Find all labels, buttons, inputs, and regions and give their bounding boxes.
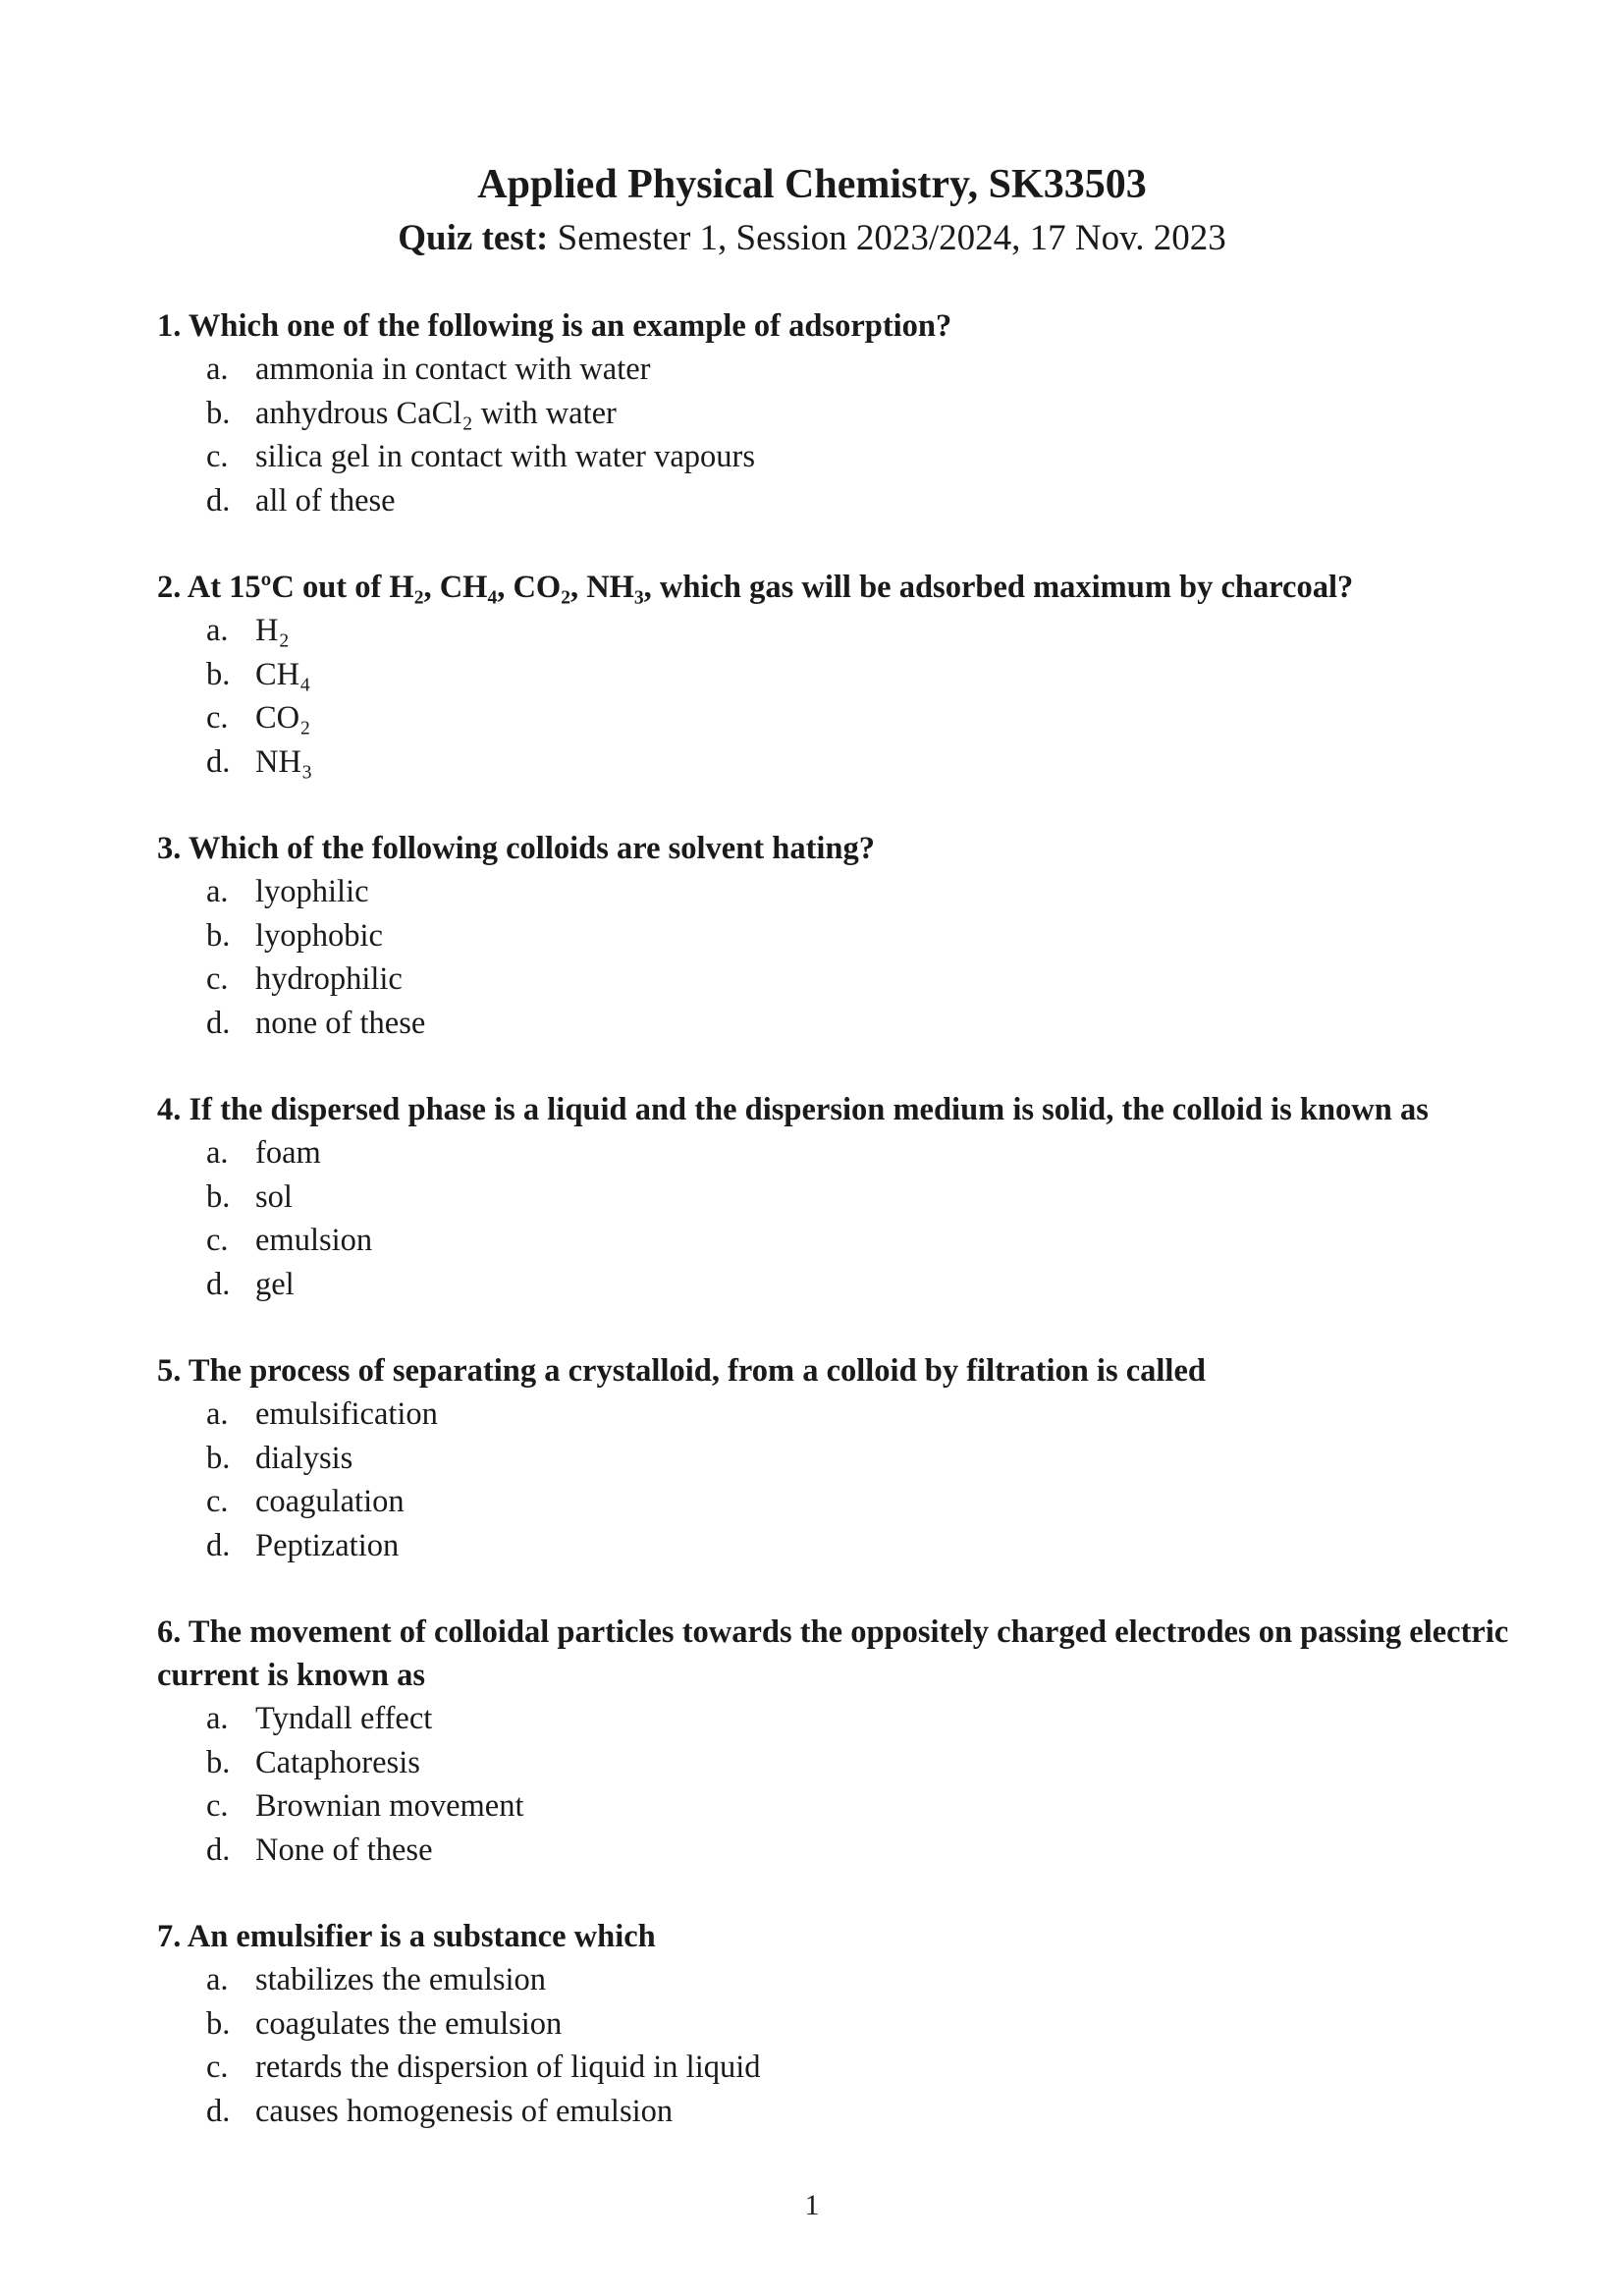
option-text: Brownian movement (255, 1788, 524, 1824)
option-letter: c. (206, 1788, 229, 1824)
answer-option (157, 435, 1571, 479)
question-number: 7. (157, 1919, 182, 1954)
option-text: emulsion (255, 1223, 373, 1258)
option-text: H₂ (255, 613, 290, 648)
answer-option (157, 1741, 1571, 1785)
option-letter: c. (206, 2050, 229, 2085)
option-letter: d. (206, 1527, 231, 1563)
option-text: NH₃ (255, 743, 313, 780)
option-letter: d. (206, 1266, 231, 1302)
option-text: foam (255, 1135, 321, 1171)
answer-option (157, 740, 1571, 785)
option-text: lyophilic (255, 874, 369, 909)
answer-option (157, 1002, 1571, 1046)
question-body: The movement of colloidal particles towards the oppositely charged electrodes on passing electric current is known as (157, 1614, 1509, 1693)
answer-option (157, 479, 1571, 523)
document-subtitle (0, 214, 1624, 263)
option-text: emulsification (255, 1396, 438, 1432)
answer-option (157, 1958, 1571, 2002)
option-text: stabilizes the emulsion (255, 1962, 547, 1997)
question-5 (157, 1349, 1571, 1567)
option-letter: b. (206, 395, 231, 431)
question-number: 5. (157, 1353, 182, 1389)
option-list (157, 348, 1571, 522)
option-letter: b. (206, 917, 231, 954)
answer-option (157, 1175, 1571, 1220)
question-number: 6. (157, 1614, 182, 1650)
answer-option (157, 2046, 1571, 2090)
document-title: Applied Physical Chemistry, SK33503 (477, 162, 1147, 207)
option-text: Peptization (255, 1527, 400, 1563)
answer-option (157, 1131, 1571, 1175)
question-body: If the dispersed phase is a liquid and the dispersion medium is solid, the colloid is known as (189, 1092, 1429, 1127)
question-number: 2. (157, 570, 182, 605)
option-letter: a. (206, 1962, 229, 1997)
answer-option (157, 957, 1571, 1002)
option-text: all of these (255, 482, 396, 519)
question-text (157, 1349, 1571, 1393)
answer-option (157, 609, 1571, 653)
question-number: 3. (157, 831, 182, 866)
answer-option (157, 1697, 1571, 1741)
question-7 (157, 1915, 1571, 2133)
option-text: hydrophilic (255, 961, 403, 997)
option-text: Tyndall effect (255, 1701, 433, 1736)
question-body: An emulsifier is a substance which (187, 1919, 656, 1954)
option-letter: b. (206, 2005, 231, 2042)
answer-option (157, 1784, 1571, 1829)
option-letter: a. (206, 1135, 229, 1171)
option-text: causes homogenesis of emulsion (255, 2093, 674, 2129)
option-text: none of these (255, 1005, 426, 1041)
option-text: Cataphoresis (255, 1744, 420, 1780)
answer-option (157, 2090, 1571, 2134)
option-letter: b. (206, 1178, 231, 1215)
answer-option (157, 1829, 1571, 1873)
option-text: dialysis (255, 1440, 353, 1476)
option-text: lyophobic (255, 917, 383, 954)
answer-option (157, 348, 1571, 392)
option-list (157, 870, 1571, 1045)
question-body: The process of separating a crystalloid, from a colloid by filtration is called (188, 1353, 1206, 1389)
question-4 (157, 1088, 1571, 1306)
question-list (157, 304, 1571, 2176)
answer-option (157, 392, 1571, 436)
question-2 (157, 566, 1571, 784)
question-text (157, 566, 1571, 609)
option-letter: d. (206, 2093, 231, 2129)
answer-option (157, 1393, 1571, 1437)
answer-option (157, 1524, 1571, 1568)
option-letter: b. (206, 656, 231, 692)
question-text (157, 1088, 1571, 1131)
page-number: 1 (804, 2189, 820, 2221)
option-letter: c. (206, 1484, 229, 1519)
question-text (157, 1611, 1571, 1697)
answer-option (157, 2002, 1571, 2047)
option-text: anhydrous CaCl₂ with water (255, 395, 617, 431)
option-letter: c. (206, 1223, 229, 1258)
option-text: coagulates the emulsion (255, 2005, 563, 2042)
question-text (157, 827, 1571, 870)
question-1 (157, 304, 1571, 522)
option-text: CO₂ (255, 700, 311, 736)
question-number: 4. (157, 1092, 182, 1127)
option-letter: c. (206, 439, 229, 474)
option-text: ammonia in contact with water (255, 352, 651, 387)
option-list (157, 609, 1571, 784)
answer-option (157, 870, 1571, 914)
option-letter: a. (206, 613, 229, 648)
answer-option (157, 1263, 1571, 1307)
option-text: retards the dispersion of liquid in liquid (255, 2050, 761, 2085)
option-letter: c. (206, 961, 229, 997)
option-text: None of these (255, 1831, 433, 1868)
option-letter: d. (206, 1005, 231, 1041)
option-letter: d. (206, 1831, 231, 1868)
option-letter: a. (206, 352, 229, 387)
question-6 (157, 1611, 1571, 1872)
question-body: Which of the following colloids are solvent hating? (188, 831, 876, 866)
option-letter: b. (206, 1744, 231, 1780)
question-3 (157, 827, 1571, 1045)
option-text: silica gel in contact with water vapours (255, 439, 756, 474)
question-text (157, 304, 1571, 348)
option-letter: a. (206, 1701, 229, 1736)
option-text: sol (255, 1178, 293, 1215)
subtitle-label: Quiz test: (398, 218, 549, 258)
answer-option (157, 653, 1571, 697)
option-letter: b. (206, 1440, 231, 1476)
subtitle-text: Semester 1, Session 2023/2024, 17 Nov. 2023 (548, 218, 1226, 258)
question-body: Which one of the following is an example of adsorption? (188, 308, 952, 344)
option-list (157, 1697, 1571, 1872)
option-letter: d. (206, 482, 231, 519)
option-list (157, 1958, 1571, 2133)
option-list (157, 1131, 1571, 1306)
option-letter: c. (206, 700, 229, 736)
option-letter: a. (206, 874, 229, 909)
option-list (157, 1393, 1571, 1567)
question-body: At 15ºC out of H₂, CH₄, CO₂, NH₃, which gas will be adsorbed maximum by charcoal? (187, 570, 1354, 605)
answer-option (157, 1437, 1571, 1481)
question-number: 1. (157, 308, 182, 344)
answer-option (157, 914, 1571, 958)
question-text (157, 1915, 1571, 1958)
answer-option (157, 1480, 1571, 1524)
option-text: gel (255, 1266, 295, 1302)
option-text: CH₄ (255, 656, 311, 692)
option-letter: d. (206, 743, 231, 780)
answer-option (157, 1219, 1571, 1263)
option-text: coagulation (255, 1484, 405, 1519)
option-letter: a. (206, 1396, 229, 1432)
answer-option (157, 696, 1571, 740)
